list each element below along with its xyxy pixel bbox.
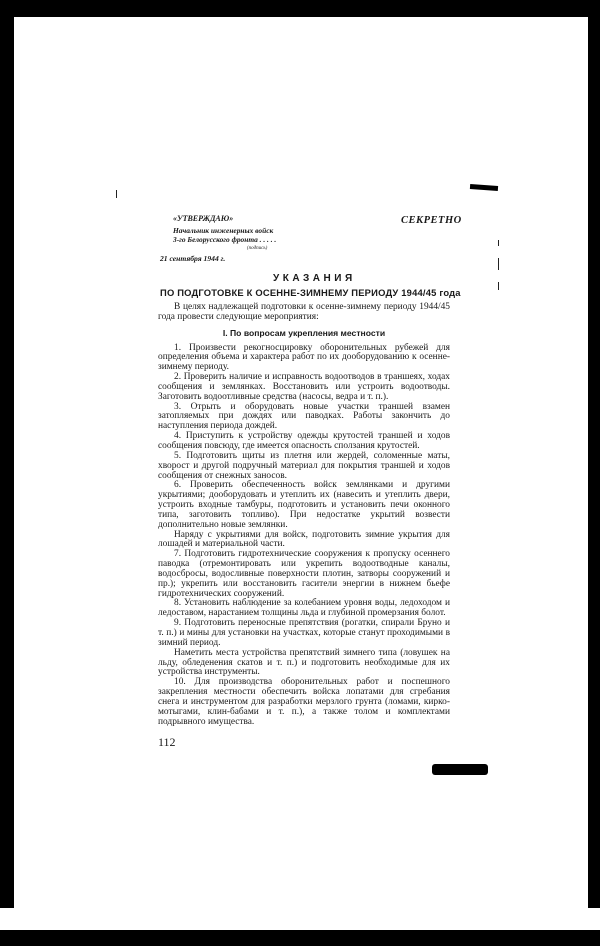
document-body xyxy=(158,303,450,749)
paragraph: 2. Проверить наличие и исправность водоотводов в траншеях, ходах сообщения и землянках. Восстановить или устроить водоотводы. Заготовить водоотливные средства (насосы, ведра и т. п.). xyxy=(158,372,450,402)
paragraph: 3. Отрыть и оборудовать новые участки траншей взамен затопляемых при дождях или паводках. Работы закончить до наступления периода дождей. xyxy=(158,401,450,432)
paragraph: 1. Произвести рекогносцировку оборонительных рубежей для определения объема и характера работ по их дооборудованию к осенне-зимнему периоду. xyxy=(158,342,450,373)
paragraph: 9. Подготовить переносные препятствия (рогатки, спирали Бруно и т. п.) и мины для установки на участках, которые станут проходимыми в зимний период. xyxy=(158,618,450,648)
paragraph: 8. Установить наблюдение за колебанием уровня воды, ледоходом и ледоставом, нарастанием толщины льда и глубиной промерзания болот. xyxy=(158,598,450,619)
margin-mark xyxy=(116,190,117,198)
paragraph: 4. Приступить к устройству одежды крутостей траншей и ходов сообщения повсюду, где имеется опасность сползания крутостей. xyxy=(158,431,450,451)
paragraph: 10. Для производства оборонительных работ и поспешного закрепления местности обеспечить войска лопатами для сгребания снега и инструментом для разработки мерзлого грунта (ломами, кирко-мотыгами, клин-бабами и т. п.), а также толом и комплектами подрывного имущества. xyxy=(158,677,450,727)
paragraph: 7. Подготовить гидротехнические сооружения к пропуску осеннего паводка (отремонтировать или укрепить водоотводные каналы, водосбросы, водосливные поверхности плотин, затворы сооружений и пр.); укрепить или восстановить гасители энергии в нижнем бьефе гидротехнических сооружений. xyxy=(158,549,450,599)
margin-mark xyxy=(498,258,499,270)
classification-label: СЕКРЕТНО xyxy=(401,215,462,226)
margin-mark xyxy=(498,282,499,290)
signature-caption: (подпись) xyxy=(247,246,268,251)
paragraph: 5. Подготовить щиты из плетня или жердей, соломенные маты, хворост и другой подручный материал для покрытия траншей и ходов сообщения от снежных заносов. xyxy=(158,450,450,481)
paragraph: Наряду с укрытиями для войск, подготовить зимние укрытия для лошадей и материальной части. xyxy=(158,529,450,550)
section-heading: I. По вопросам укрепления местности xyxy=(222,327,386,338)
approver-unit: 3-го Белорусского фронта . . . . . xyxy=(173,235,277,244)
page-gap xyxy=(0,908,600,930)
scan-artifact-bottom xyxy=(432,764,488,775)
document-title: УКАЗАНИЯ xyxy=(273,273,356,284)
page-number: 112 xyxy=(158,735,176,750)
approval-date: 21 сентября 1944 г. xyxy=(160,254,226,263)
intro-paragraph: В целях надлежащей подготовки к осенне-зимнему периоду 1944/45 года провести следующие мероприятия: xyxy=(158,302,450,322)
paragraph: Наметить места устройства препятствий зимнего типа (ловушек на льду, обледенения скатов и т. п.) и подготовить необходимые для их устройства инструменты. xyxy=(158,647,450,678)
approval-stamp: «УТВЕРЖДАЮ» xyxy=(173,214,234,223)
margin-mark xyxy=(498,240,499,246)
document-subtitle: ПО ПОДГОТОВКЕ К ОСЕННЕ-ЗИМНЕМУ ПЕРИОДУ 1944/45 года xyxy=(160,287,461,298)
approver-position: Начальник инженерных войск xyxy=(173,226,274,235)
paragraph: 6. Проверить обеспеченность войск землянками и другими укрытиями; дооборудовать и утеплить их (навесить и утеплить двери, устроить входные тамбуры, подготовить и установить печи оконного типа, заготовить топливо). При недостатке укрытий возвести дополнительно новые землянки. xyxy=(158,480,450,530)
